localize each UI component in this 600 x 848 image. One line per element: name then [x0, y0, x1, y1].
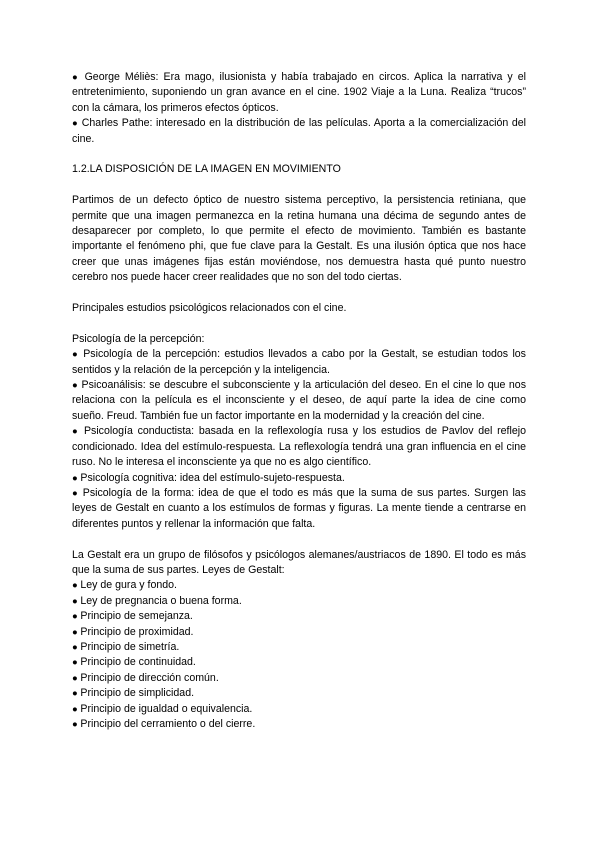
gestalt-paragraph: La Gestalt era un grupo de filósofos y psicólogos alemanes/austriacos de 1890. El todo es más que la suma de sus partes. Leyes de Gestalt: — [72, 548, 526, 576]
page-content — [72, 70, 526, 732]
gestalt-laws-list — [72, 578, 526, 732]
section-heading: 1.2.LA DISPOSICIÓN DE LA IMAGEN EN MOVIMIENTO — [72, 163, 341, 176]
bullet-cognitive: ● Psicología cognitiva: idea del estímulo-sujeto-respuesta. — [72, 471, 526, 486]
psychology-list — [72, 347, 526, 532]
gestalt-law-item: ● Principio de simetría. — [72, 640, 526, 655]
gestalt-law-item: ● Principio de proximidad. — [72, 625, 526, 640]
intro-paragraph: Partimos de un defecto óptico de nuestro sistema perceptivo, la persistencia retiniana, que permite que una imagen permanezca en la retina humana una décima de segundo antes de desaparecer por completo, lo que permite el efecto de movimiento. También es bastante importante el fenómeno phi, que fue clave para la Gestalt. Es una ilusión óptica que nos hace creer que unas imágenes fijas están moviéndose, nos demuestra hasta qué punto nuestro cerebro nos puede hacer creer realidades que no son del todo ciertas. — [72, 194, 526, 284]
gestalt-law-item: ● Principio de semejanza. — [72, 609, 526, 624]
bullet-form: ● Psicología de la forma: idea de que el todo es más que la suma de sus partes. Surgen las leyes de Gestalt en cuanto a los estímulos de formas y figuras. La mente tiende a centrarse en diferentes puntos y rellenar la información que falta. — [72, 486, 526, 532]
bullet-psychoanalysis: ● Psicoanálisis: se descubre el subconsciente y la articulación del deseo. En el cine lo que nos relaciona con la película es el inconsciente y el deseo, de aquí parte la idea de cine como sueño. Freud. También fue un factor importante en la modernidad y la creación del cine. — [72, 378, 526, 424]
gestalt-law-item: ● Principio de dirección común. — [72, 671, 526, 686]
bullet-behaviorism: ● Psicología conductista: basada en la reflexología rusa y los estudios de Pavlov del reflejo condicionado. Idea del estímulo-respuesta. La reflexología tendrá una gran influencia en el cine ruso. No le interesa el inconsciente ya que no es algo científico. — [72, 424, 526, 470]
bullet-charles-pathe: ● Charles Pathe: interesado en la distribución de las películas. Aporta a la comercialización del cine. — [72, 116, 526, 147]
gestalt-law-item: ● Principio del cerramiento o del cierre. — [72, 717, 526, 732]
filmmakers-list — [72, 70, 526, 147]
gestalt-law-item: ● Ley de pregnancia o buena forma. — [72, 594, 526, 609]
gestalt-law-item: ● Principio de simplicidad. — [72, 686, 526, 701]
perception-title: Psicología de la percepción: — [72, 332, 205, 345]
studies-intro: Principales estudios psicológicos relacionados con el cine. — [72, 302, 347, 315]
bullet-perception: ● Psicología de la percepción: estudios llevados a cabo por la Gestalt, se estudian todos los sentidos y la relación de la percepción y la inteligencia. — [72, 347, 526, 378]
gestalt-law-item: ● Ley de gura y fondo. — [72, 578, 526, 593]
gestalt-law-item: ● Principio de continuidad. — [72, 655, 526, 670]
gestalt-law-item: ● Principio de igualdad o equivalencia. — [72, 702, 526, 717]
bullet-george-melies: ● George Méliès: Era mago, ilusionista y había trabajado en circos. Aplica la narrativa y el entretenimiento, suponiendo un gran avance en el cine. 1902 Viaje a la Luna. Realiza “trucos” con la cámara, los primeros efectos ópticos. — [72, 70, 526, 116]
